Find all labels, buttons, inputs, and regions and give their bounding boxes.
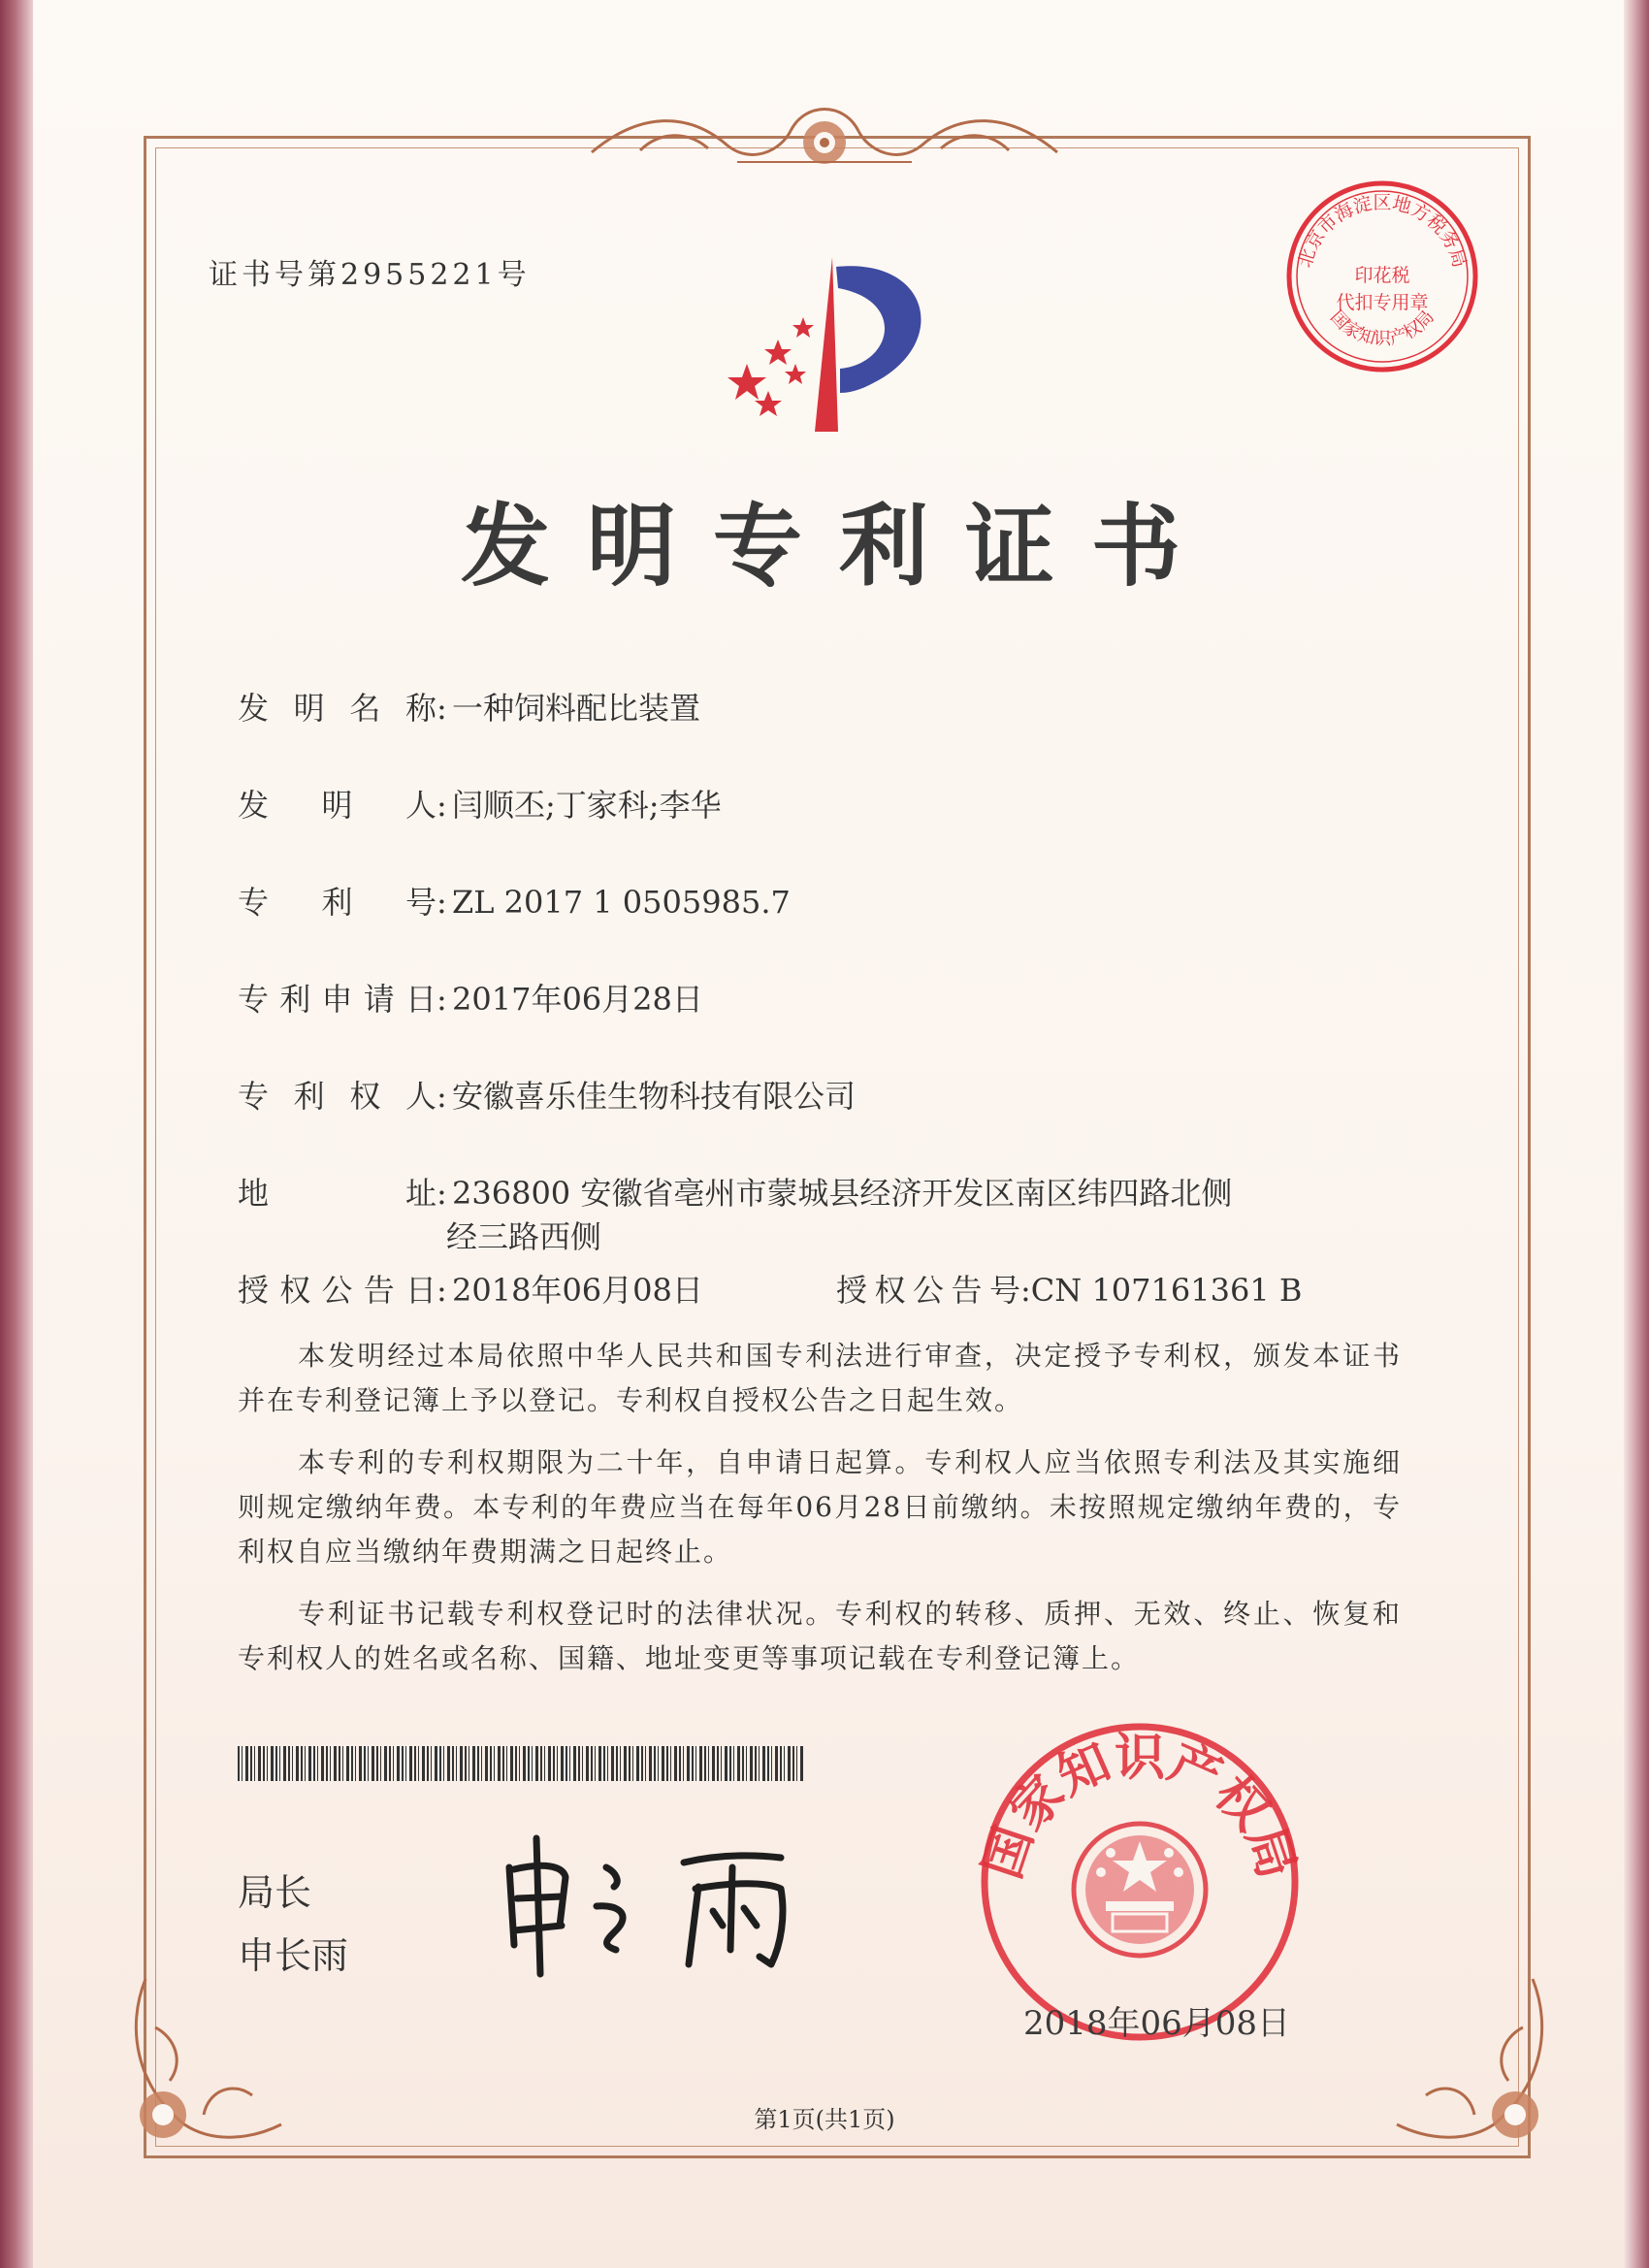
field-invention-name: 发明名称: 一种饲料配比装置 — [238, 684, 700, 729]
field-patent-number: 专利号: ZL 2017 1 0505985.7 — [238, 878, 791, 923]
body-paragraph-3: 专利证书记载专利权登记时的法律状况。专利权的转移、质押、无效、终止、恢复和专利权人的姓名或名称、国籍、地址变更等事项记载在专利登记簿上。 — [238, 1598, 1402, 1674]
body-paragraph-2: 本专利的专利权期限为二十年，自申请日起算。专利权人应当依照专利法及其实施细则规定缴纳年费。本专利的年费应当在每年06月28日前缴纳。未按照规定缴纳年费的，专利权自应当缴纳年费期满之日起终止。 — [238, 1446, 1402, 1568]
label-invention-name: 发明名称 — [238, 690, 436, 727]
body-paragraph-1: 本发明经过本局依照中华人民共和国专利法进行审查，决定授予专利权，颁发本证书并在专利登记簿上予以登记。专利权自授权公告之日起生效。 — [238, 1340, 1402, 1416]
bottom-right-corner-ornament — [1377, 1969, 1562, 2163]
svg-text:国家知识产权局: 国家知识产权局 — [975, 1729, 1305, 1886]
svg-text:印花税: 印花税 — [1354, 265, 1410, 286]
field-address: 地址: 236800 安徽省亳州市蒙城县经济开发区南区纬四路北侧 — [238, 1169, 1232, 1214]
director-name: 申长雨 — [238, 1934, 349, 1977]
barcode — [238, 1746, 805, 1781]
value-patent-number: ZL 2017 1 0505985.7 — [452, 884, 791, 921]
value-invention-name: 一种饲料配比装置 — [452, 690, 701, 727]
national-emblem-icon — [1074, 1824, 1206, 1956]
top-scroll-ornament — [582, 92, 1067, 179]
svg-text:国家知识产权局: 国家知识产权局 — [1326, 307, 1439, 349]
seal-date: 2018年06月08日 — [1023, 2004, 1291, 2043]
label-application-date: 专利申请日 — [238, 981, 436, 1018]
svg-text:北京市海淀区地方税务局: 北京市海淀区地方税务局 — [1294, 192, 1471, 271]
label-patent-number: 专利号 — [238, 884, 436, 921]
bottom-left-corner-ornament — [116, 1969, 301, 2163]
value-announcement-date: 2018年06月08日 — [452, 1272, 703, 1309]
left-binding-edge — [0, 0, 33, 2268]
body-text — [238, 1334, 1402, 1681]
label-patentee: 专利权人 — [238, 1078, 436, 1115]
director-signature — [490, 1829, 839, 1988]
field-announcement-number: 授权公告号:CN 107161361 B — [836, 1266, 1302, 1311]
director-title: 局长 — [238, 1871, 312, 1914]
page-number: 第1页(共1页) — [754, 2106, 895, 2133]
certificate-title: 发明专利证书 — [460, 494, 1217, 599]
label-announcement-date: 授权公告日 — [238, 1272, 436, 1309]
field-application-date: 专利申请日: 2017年06月28日 — [238, 975, 703, 1020]
value-inventors: 闫顺丕;丁家科;李华 — [452, 787, 722, 824]
right-binding-edge — [1624, 0, 1649, 2268]
cnipa-logo — [708, 247, 951, 445]
value-address-line2: 经三路西侧 — [446, 1218, 602, 1255]
tax-seal-stamp — [1280, 175, 1484, 382]
value-address-line1: 236800 安徽省亳州市蒙城县经济开发区南区纬四路北侧 — [452, 1175, 1233, 1212]
value-announcement-number: CN 107161361 B — [1030, 1272, 1303, 1309]
value-application-date: 2017年06月28日 — [452, 981, 703, 1018]
field-announcement-date: 授权公告日: 2018年06月08日 — [238, 1266, 703, 1311]
certificate-number: 证书号第2955221号 — [209, 258, 531, 292]
label-announcement-number: 授权公告号 — [836, 1272, 1020, 1309]
label-address: 地址 — [238, 1175, 436, 1212]
label-inventors: 发明人 — [238, 787, 436, 824]
svg-text:代扣专用章: 代扣专用章 — [1336, 292, 1429, 313]
field-inventors: 发明人: 闫顺丕;丁家科;李华 — [238, 781, 722, 826]
value-patentee: 安徽喜乐佳生物科技有限公司 — [452, 1078, 857, 1115]
field-patentee: 专利权人: 安徽喜乐佳生物科技有限公司 — [238, 1072, 856, 1117]
